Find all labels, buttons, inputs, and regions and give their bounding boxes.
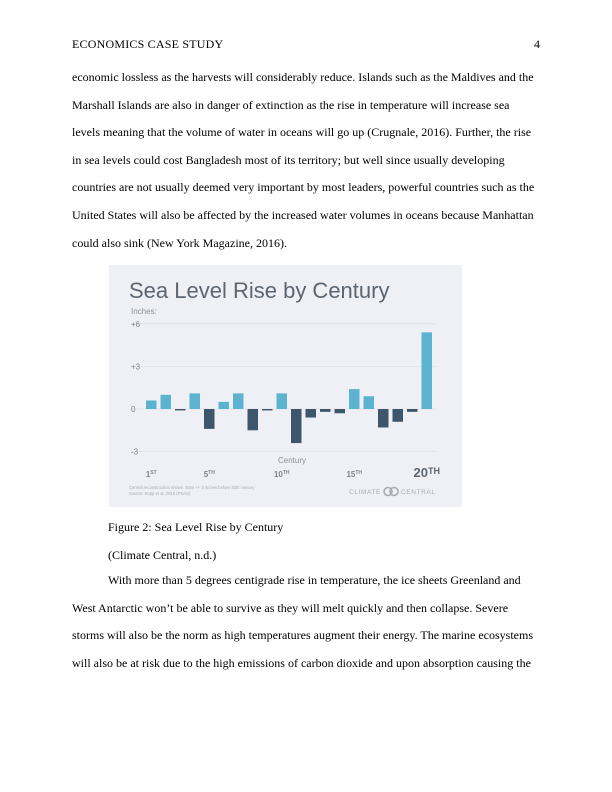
page-number: 4 <box>534 37 540 51</box>
paragraph-line: levels meaning that the volume of water in oceans will go up (Crugnale, 2016). Further, the rise <box>72 125 532 140</box>
logo-text-right: CENTRAL <box>401 489 436 496</box>
bar-century-19 <box>407 409 418 412</box>
paragraph-line: West Antarctic won’t be able to survive as they will melt quickly and then collapse. Severe <box>72 600 509 615</box>
x-tick-number: 10 <box>273 470 283 479</box>
sea-level-chart <box>109 265 462 507</box>
y-tick-label: 0 <box>131 405 136 414</box>
figure-source: (Climate Central, n.d.) <box>108 548 217 562</box>
bar-century-5 <box>204 409 215 429</box>
running-head: ECONOMICS CASE STUDY <box>72 37 224 51</box>
bar-century-17 <box>378 409 389 427</box>
x-tick-suffix: ST <box>150 470 157 476</box>
chart-note-line-1: Central reconstruction shown. Bars +/- 3 inches before 20th century <box>129 485 255 490</box>
x-axis-label: Century <box>277 456 307 465</box>
bar-century-1 <box>146 400 157 409</box>
bar-century-7 <box>233 393 244 409</box>
bar-century-6 <box>219 402 230 409</box>
x-tick-number: 5 <box>203 470 209 479</box>
bar-century-20 <box>422 332 433 409</box>
x-tick-number: 1 <box>145 470 151 479</box>
paragraph-1 <box>72 64 540 257</box>
y-tick-label: +6 <box>131 319 141 329</box>
x-tick-number: 20 <box>413 465 428 480</box>
bar-century-3 <box>175 409 186 410</box>
page-header <box>72 37 540 53</box>
chart-title: Sea Level Rise by Century <box>129 278 390 303</box>
bar-century-16 <box>364 396 375 409</box>
paragraph-line: With more than 5 degrees centigrade rise in temperature, the ice sheets Greenland and <box>108 573 521 587</box>
sea-level-chart-figure <box>109 265 462 507</box>
bar-century-8 <box>248 409 259 430</box>
chart-note-line-2: Source: Kopp et al. 2016 (PNAS) <box>129 491 191 496</box>
paragraph-line: United States will also be affected by the increased water volumes in oceans because Manhattan <box>72 207 534 222</box>
paragraph-line: storms will also be the norm as high temperatures augment their energy. The marine ecosystems <box>72 628 533 643</box>
paragraph-line: Marshall Islands are also in danger of extinction as the rise in temperature will increase sea <box>72 97 510 112</box>
paragraph-2 <box>72 567 540 677</box>
bar-century-14 <box>335 409 346 413</box>
paragraph-line: in sea levels could cost Bangladesh most of its territory; but well since usually developing <box>72 152 505 167</box>
bar-century-9 <box>262 409 273 410</box>
bar-century-10 <box>277 393 288 409</box>
x-tick-number: 15 <box>346 470 356 479</box>
x-tick-suffix: TH <box>208 470 215 476</box>
bar-century-18 <box>393 409 404 422</box>
paragraph-line: will also be at risk due to the high emissions of carbon dioxide and upon absorption causing the <box>72 655 531 670</box>
paragraph-line: could also sink (New York Magazine, 2016). <box>72 235 287 250</box>
x-tick-suffix: TH <box>355 470 363 476</box>
paragraph-line: economic lossless as the harvests will considerably reduce. Islands such as the Maldives and the <box>72 70 534 84</box>
figure-caption: Figure 2: Sea Level Rise by Century <box>108 520 284 534</box>
bar-century-12 <box>306 409 317 418</box>
y-tick-label: +3 <box>131 362 141 372</box>
paragraph-line: countries are not usually deemed very important by most leaders, powerful countries such as the <box>72 180 535 195</box>
logo-text-left: CLIMATE <box>349 489 381 496</box>
bar-century-11 <box>291 409 302 443</box>
y-axis-label: Inches: <box>131 307 157 316</box>
x-tick-suffix: TH <box>282 470 290 476</box>
bar-century-15 <box>349 389 360 409</box>
bar-century-4 <box>190 393 201 409</box>
bar-century-13 <box>320 409 331 412</box>
y-tick-label: -3 <box>131 447 139 457</box>
x-tick-suffix: TH <box>427 466 440 476</box>
bar-century-2 <box>161 395 172 409</box>
